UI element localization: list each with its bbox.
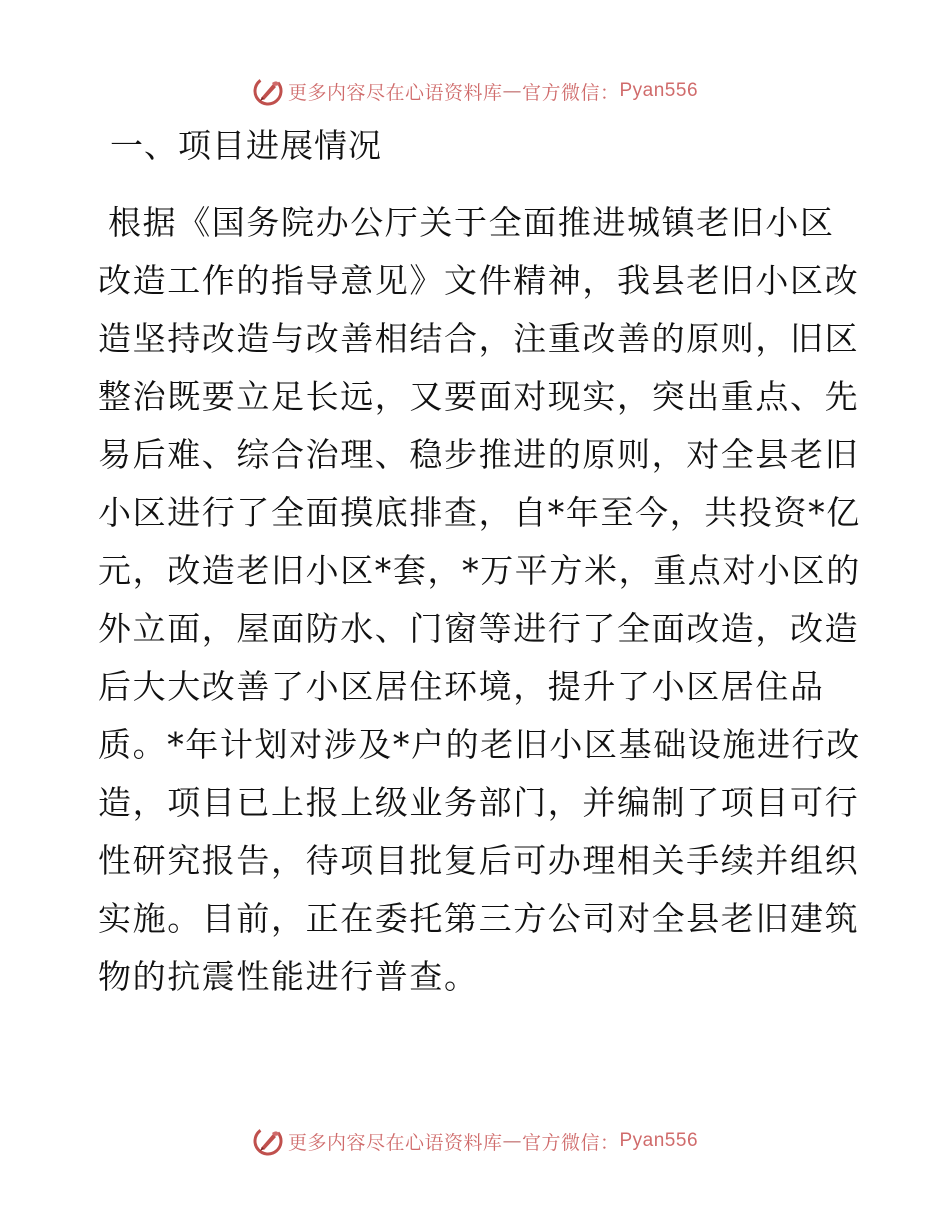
paragraph-line: 易后难、综合治理、稳步推进的原则，对全县老旧 — [98, 435, 860, 474]
watermark-main-text: 更多内容尽在心语资料库 — [287, 81, 503, 104]
quill-pen-logo-icon — [252, 75, 284, 107]
paragraph-line: 质。*年计划对涉及*户的老旧小区基础设施进行改 — [98, 725, 861, 764]
paragraph-line: 改造工作的指导意见》文件精神，我县老旧小区改 — [98, 261, 860, 300]
paragraph-line: 实施。目前，正在委托第三方公司对全县老旧建筑 — [98, 899, 860, 938]
watermark-main-text: 更多内容尽在心语资料库 — [287, 1131, 503, 1154]
paragraph-line: 根据《国务院办公厅关于全面推进城镇老旧小区 — [108, 203, 835, 242]
watermark-wechat-id: Pyan556 — [619, 1130, 699, 1151]
body-paragraph — [98, 194, 861, 1006]
paragraph-line: 后大大改善了小区居住环境，提升了小区居住品 — [98, 667, 825, 706]
footer-watermark — [0, 1121, 950, 1161]
watermark-wechat-label: 官方微信： — [521, 81, 620, 104]
paragraph-line: 性研究报告，待项目批复后可办理相关手续并组织 — [98, 841, 860, 880]
quill-pen-logo-icon — [252, 1125, 284, 1157]
paragraph-line: 造，项目已上报上级业务部门，并编制了项目可行 — [98, 783, 860, 822]
section-heading: 一、项目进展情况 — [110, 126, 382, 165]
paragraph-line: 外立面，屋面防水、门窗等进行了全面改造，改造 — [98, 609, 860, 648]
watermark-wechat-id: Pyan556 — [619, 80, 699, 101]
watermark-separator: — — [502, 80, 522, 102]
paragraph-line: 造坚持改造与改善相结合，注重改善的原则，旧区 — [98, 319, 860, 358]
paragraph-line: 物的抗震性能进行普查。 — [98, 957, 479, 996]
paragraph-line: 元，改造老旧小区*套，*万平方米，重点对小区的 — [98, 551, 861, 590]
paragraph-line: 小区进行了全面摸底排查，自*年至今，共投资*亿 — [98, 493, 861, 532]
watermark-separator: — — [502, 1130, 522, 1152]
watermark-wechat-label: 官方微信： — [521, 1131, 620, 1154]
paragraph-line: 整治既要立足长远，又要面对现实，突出重点、先 — [98, 377, 860, 416]
header-watermark — [0, 71, 950, 111]
